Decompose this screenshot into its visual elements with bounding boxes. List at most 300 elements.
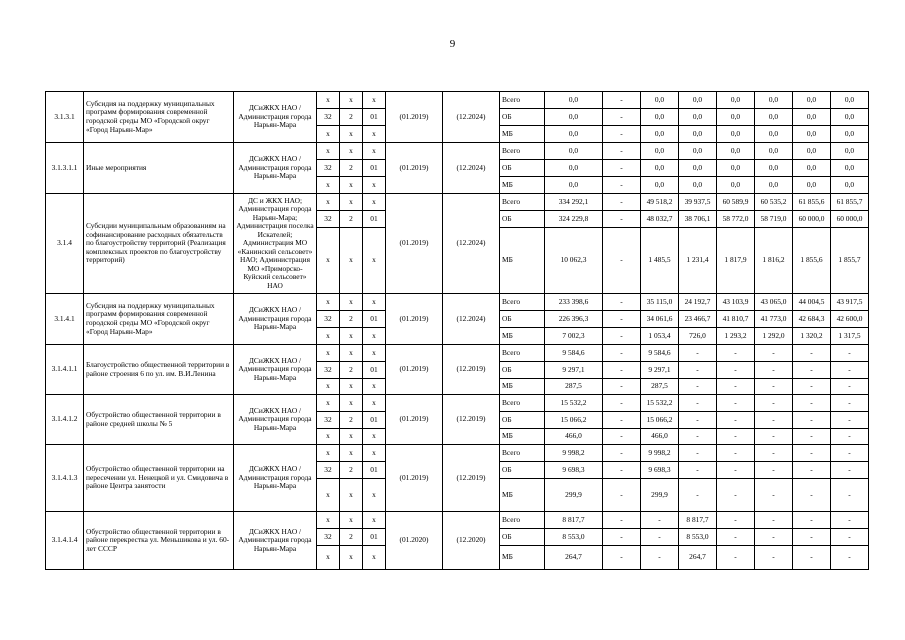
year-amount-2024: - <box>793 429 831 445</box>
year-amount-2024: - <box>793 512 831 529</box>
section-code: х <box>317 177 340 194</box>
year-amount-2021: 39 937,5 <box>679 194 717 211</box>
item-number: 3.1.3.1 <box>46 92 84 143</box>
funding-source: Всего <box>500 345 545 362</box>
end-date: (12.2024) <box>443 194 500 294</box>
subsection-code: 2 <box>340 211 363 228</box>
year-amount-2019: - <box>603 228 641 294</box>
year-amount-2020: 287,5 <box>641 379 679 395</box>
total-amount: 0,0 <box>545 92 603 109</box>
table-row <box>46 512 905 529</box>
item-code: 01 <box>363 362 386 379</box>
year-amount-2023: - <box>755 512 793 529</box>
section-code: х <box>317 379 340 395</box>
total-amount: 233 398,6 <box>545 294 603 311</box>
item-code: 01 <box>363 109 386 126</box>
item-code: х <box>363 479 386 512</box>
year-amount-2023: 1 816,2 <box>755 228 793 294</box>
item-code: х <box>363 429 386 445</box>
year-amount-2019: - <box>603 328 641 345</box>
subsection-code: х <box>340 328 363 345</box>
subsection-code: х <box>340 445 363 462</box>
year-amount-2020: 466,0 <box>641 429 679 445</box>
item-code: 01 <box>363 311 386 328</box>
year-amount-2022: 43 103,9 <box>717 294 755 311</box>
year-amount-2021: 0,0 <box>679 143 717 160</box>
year-amount-2025: 0,0 <box>831 160 869 177</box>
table-row <box>46 194 905 211</box>
year-amount-2022: - <box>717 429 755 445</box>
subsection-code: х <box>340 143 363 160</box>
total-amount: 287,5 <box>545 379 603 395</box>
year-amount-2021: - <box>679 429 717 445</box>
item-code: х <box>363 445 386 462</box>
year-amount-2020: 35 115,0 <box>641 294 679 311</box>
year-amount-2025: - <box>831 479 869 512</box>
year-amount-2022: 60 589,9 <box>717 194 755 211</box>
funding-source: МБ <box>500 328 545 345</box>
year-amount-2025: 1 855,7 <box>831 228 869 294</box>
start-date: (01.2019) <box>386 294 443 345</box>
year-amount-2024: 61 855,6 <box>793 194 831 211</box>
subsection-code: 2 <box>340 311 363 328</box>
funding-source: ОБ <box>500 211 545 228</box>
item-name: Субсидия на поддержку муниципальных программ формирования современной городской среды МО «Городской округ «Город Нарьян-Мар» <box>84 294 234 345</box>
item-code: х <box>363 345 386 362</box>
item-code: х <box>363 395 386 412</box>
year-amount-2025: - <box>831 345 869 362</box>
executor: ДСиЖКХ НАО / Администрация города Нарьян-Мара <box>234 445 317 512</box>
year-amount-2019: - <box>603 194 641 211</box>
year-amount-2019: - <box>603 412 641 429</box>
subsection-code: х <box>340 228 363 294</box>
item-code: х <box>363 546 386 570</box>
year-amount-2025: - <box>831 429 869 445</box>
end-date: (12.2024) <box>443 143 500 194</box>
funding-source: Всего <box>500 395 545 412</box>
item-code: 01 <box>363 462 386 479</box>
year-amount-2020: 299,9 <box>641 479 679 512</box>
start-date: (01.2019) <box>386 395 443 445</box>
year-amount-2020: 0,0 <box>641 92 679 109</box>
year-amount-2021: - <box>679 362 717 379</box>
table-body <box>46 92 905 570</box>
year-amount-2019: - <box>603 445 641 462</box>
year-amount-2025: - <box>831 529 869 546</box>
item-name: Обустройство общественной территории в районе перекрестка ул. Меньшикова и ул. 60-лет СССР <box>84 512 234 570</box>
year-amount-2021: - <box>679 462 717 479</box>
section-code: 32 <box>317 462 340 479</box>
subsection-code: 2 <box>340 529 363 546</box>
total-amount: 334 292,1 <box>545 194 603 211</box>
table-row <box>46 92 905 109</box>
total-amount: 0,0 <box>545 177 603 194</box>
item-code: х <box>363 126 386 143</box>
subsection-code: 2 <box>340 462 363 479</box>
year-amount-2020: 0,0 <box>641 160 679 177</box>
executor: ДСиЖКХ НАО / Администрация города Нарьян-Мара <box>234 143 317 194</box>
funding-source: ОБ <box>500 311 545 328</box>
total-amount: 0,0 <box>545 143 603 160</box>
year-amount-2024: - <box>793 379 831 395</box>
year-amount-2023: 43 065,0 <box>755 294 793 311</box>
item-number: 3.1.4.1.1 <box>46 345 84 395</box>
year-amount-2024: - <box>793 345 831 362</box>
item-name: Обустройство общественной территории в районе средней школы № 5 <box>84 395 234 445</box>
year-amount-2022: - <box>717 345 755 362</box>
year-amount-2020: 15 066,2 <box>641 412 679 429</box>
executor: ДС и ЖКХ НАО; Администрация города Нарьян-Мара; Администрация поселка Искателей; Администрация МО «Канинский сельсовет» НАО; Администрация МО «Приморско-Куйский сельсовет» НАО <box>234 194 317 294</box>
section-code: х <box>317 429 340 445</box>
year-amount-2020: - <box>641 512 679 529</box>
year-amount-2023: 0,0 <box>755 160 793 177</box>
year-amount-2022: 0,0 <box>717 126 755 143</box>
item-name: Обустройство общественной территории на пересечении ул. Ненецкой и ул. Смидовича в районе Центра занятости <box>84 445 234 512</box>
section-code: х <box>317 395 340 412</box>
year-amount-2025: 42 600,0 <box>831 311 869 328</box>
year-amount-2022: - <box>717 546 755 570</box>
year-amount-2024: 0,0 <box>793 126 831 143</box>
item-code: х <box>363 92 386 109</box>
year-amount-2024: 0,0 <box>793 177 831 194</box>
table-row <box>46 143 905 160</box>
year-amount-2019: - <box>603 311 641 328</box>
total-amount: 9 297,1 <box>545 362 603 379</box>
total-amount: 324 229,8 <box>545 211 603 228</box>
total-amount: 7 002,3 <box>545 328 603 345</box>
table-row <box>46 345 905 362</box>
year-amount-2021: - <box>679 395 717 412</box>
year-amount-2019: - <box>603 512 641 529</box>
subsection-code: х <box>340 512 363 529</box>
year-amount-2019: - <box>603 126 641 143</box>
year-amount-2019: - <box>603 529 641 546</box>
year-amount-2021: 0,0 <box>679 92 717 109</box>
year-amount-2022: - <box>717 362 755 379</box>
item-name: Субсидия на поддержку муниципальных программ формирования современной городской среды МО «Городской округ «Город Нарьян-Мар» <box>84 92 234 143</box>
end-date: (12.2019) <box>443 395 500 445</box>
item-name: Иные мероприятия <box>84 143 234 194</box>
section-code: х <box>317 479 340 512</box>
year-amount-2022: 0,0 <box>717 143 755 160</box>
year-amount-2023: 0,0 <box>755 177 793 194</box>
year-amount-2019: - <box>603 160 641 177</box>
item-name: Субсидии муниципальным образованиям на софинансирование расходных обязательств по благоустройству территорий (Реализация комплексных проектов по благоустройству территорий) <box>84 194 234 294</box>
year-amount-2022: 0,0 <box>717 92 755 109</box>
subsection-code: х <box>340 379 363 395</box>
year-amount-2019: - <box>603 92 641 109</box>
year-amount-2023: - <box>755 429 793 445</box>
item-code: х <box>363 379 386 395</box>
year-amount-2021: - <box>679 379 717 395</box>
funding-source: МБ <box>500 546 545 570</box>
executor: ДСиЖКХ НАО / Администрация города Нарьян-Мара <box>234 92 317 143</box>
table-row <box>46 294 905 311</box>
funding-source: МБ <box>500 228 545 294</box>
item-code: 01 <box>363 412 386 429</box>
section-code: х <box>317 445 340 462</box>
year-amount-2020: 1 485,5 <box>641 228 679 294</box>
year-amount-2024: - <box>793 362 831 379</box>
section-code: х <box>317 512 340 529</box>
subsection-code: 2 <box>340 109 363 126</box>
year-amount-2022: - <box>717 445 755 462</box>
start-date: (01.2019) <box>386 92 443 143</box>
year-amount-2020: 9 297,1 <box>641 362 679 379</box>
total-amount: 8 553,0 <box>545 529 603 546</box>
subsection-code: 2 <box>340 160 363 177</box>
year-amount-2024: 0,0 <box>793 92 831 109</box>
executor: ДСиЖКХ НАО / Администрация города Нарьян-Мара <box>234 512 317 570</box>
subsection-code: 2 <box>340 412 363 429</box>
year-amount-2025: - <box>831 395 869 412</box>
year-amount-2020: 9 998,2 <box>641 445 679 462</box>
executor: ДСиЖКХ НАО / Администрация города Нарьян-Мара <box>234 345 317 395</box>
subsection-code: х <box>340 177 363 194</box>
year-amount-2023: - <box>755 529 793 546</box>
year-amount-2023: 60 535,2 <box>755 194 793 211</box>
subsection-code: х <box>340 126 363 143</box>
year-amount-2022: - <box>717 479 755 512</box>
year-amount-2022: - <box>717 512 755 529</box>
page-number: 9 <box>449 38 456 50</box>
year-amount-2022: 0,0 <box>717 109 755 126</box>
year-amount-2019: - <box>603 462 641 479</box>
year-amount-2024: 42 684,3 <box>793 311 831 328</box>
year-amount-2025: 1 317,5 <box>831 328 869 345</box>
year-amount-2022: - <box>717 395 755 412</box>
section-code: 32 <box>317 109 340 126</box>
subsection-code: 2 <box>340 362 363 379</box>
total-amount: 264,7 <box>545 546 603 570</box>
total-amount: 8 817,7 <box>545 512 603 529</box>
year-amount-2019: - <box>603 395 641 412</box>
year-amount-2021: 726,0 <box>679 328 717 345</box>
funding-source: МБ <box>500 177 545 194</box>
funding-source: Всего <box>500 143 545 160</box>
total-amount: 299,9 <box>545 479 603 512</box>
subsection-code: х <box>340 546 363 570</box>
item-number: 3.1.3.1.1 <box>46 143 84 194</box>
year-amount-2020: 9 698,3 <box>641 462 679 479</box>
funding-source: ОБ <box>500 412 545 429</box>
item-number: 3.1.4 <box>46 194 84 294</box>
year-amount-2025: - <box>831 445 869 462</box>
year-amount-2022: 0,0 <box>717 160 755 177</box>
year-amount-2024: - <box>793 546 831 570</box>
year-amount-2024: - <box>793 529 831 546</box>
total-amount: 10 062,3 <box>545 228 603 294</box>
total-amount: 9 698,3 <box>545 462 603 479</box>
item-number: 3.1.4.1 <box>46 294 84 345</box>
year-amount-2023: 0,0 <box>755 143 793 160</box>
year-amount-2023: - <box>755 445 793 462</box>
total-amount: 15 066,2 <box>545 412 603 429</box>
funding-source: Всего <box>500 512 545 529</box>
year-amount-2021: 38 706,1 <box>679 211 717 228</box>
end-date: (12.2019) <box>443 445 500 512</box>
funding-source: МБ <box>500 126 545 143</box>
year-amount-2021: - <box>679 479 717 512</box>
section-code: х <box>317 546 340 570</box>
year-amount-2021: 264,7 <box>679 546 717 570</box>
year-amount-2024: - <box>793 445 831 462</box>
item-code: х <box>363 228 386 294</box>
year-amount-2023: - <box>755 395 793 412</box>
item-code: х <box>363 143 386 160</box>
year-amount-2024: 1 320,2 <box>793 328 831 345</box>
year-amount-2020: - <box>641 546 679 570</box>
year-amount-2020: 0,0 <box>641 109 679 126</box>
subsection-code: х <box>340 294 363 311</box>
item-code: х <box>363 294 386 311</box>
year-amount-2024: 60 000,0 <box>793 211 831 228</box>
item-code: 01 <box>363 211 386 228</box>
year-amount-2021: 23 466,7 <box>679 311 717 328</box>
budget-table <box>45 91 905 570</box>
year-amount-2024: - <box>793 462 831 479</box>
year-amount-2019: - <box>603 362 641 379</box>
section-code: х <box>317 228 340 294</box>
section-code: 32 <box>317 211 340 228</box>
item-code: х <box>363 328 386 345</box>
item-code: х <box>363 512 386 529</box>
table-row <box>46 395 905 412</box>
year-amount-2023: - <box>755 345 793 362</box>
year-amount-2020: 0,0 <box>641 143 679 160</box>
year-amount-2022: 0,0 <box>717 177 755 194</box>
section-code: х <box>317 345 340 362</box>
year-amount-2019: - <box>603 177 641 194</box>
table-row <box>46 445 905 462</box>
section-code: 32 <box>317 160 340 177</box>
year-amount-2023: - <box>755 379 793 395</box>
year-amount-2025: 60 000,0 <box>831 211 869 228</box>
total-amount: 15 532,2 <box>545 395 603 412</box>
funding-source: МБ <box>500 379 545 395</box>
total-amount: 9 584,6 <box>545 345 603 362</box>
section-code: 32 <box>317 529 340 546</box>
year-amount-2020: 0,0 <box>641 177 679 194</box>
year-amount-2021: 24 192,7 <box>679 294 717 311</box>
total-amount: 0,0 <box>545 160 603 177</box>
year-amount-2020: 49 518,2 <box>641 194 679 211</box>
year-amount-2025: - <box>831 379 869 395</box>
executor: ДСиЖКХ НАО / Администрация города Нарьян-Мара <box>234 294 317 345</box>
year-amount-2025: 43 917,5 <box>831 294 869 311</box>
funding-source: Всего <box>500 194 545 211</box>
year-amount-2020: 9 584,6 <box>641 345 679 362</box>
subsection-code: х <box>340 92 363 109</box>
year-amount-2022: - <box>717 462 755 479</box>
year-amount-2019: - <box>603 294 641 311</box>
funding-source: ОБ <box>500 529 545 546</box>
year-amount-2025: - <box>831 412 869 429</box>
total-amount: 0,0 <box>545 109 603 126</box>
section-code: х <box>317 294 340 311</box>
year-amount-2022: - <box>717 379 755 395</box>
start-date: (01.2019) <box>386 194 443 294</box>
end-date: (12.2020) <box>443 512 500 570</box>
funding-source: Всего <box>500 92 545 109</box>
subsection-code: х <box>340 479 363 512</box>
subsection-code: х <box>340 345 363 362</box>
funding-source: МБ <box>500 429 545 445</box>
start-date: (01.2019) <box>386 345 443 395</box>
year-amount-2024: 44 004,5 <box>793 294 831 311</box>
year-amount-2020: 1 053,4 <box>641 328 679 345</box>
year-amount-2023: 41 773,0 <box>755 311 793 328</box>
subsection-code: х <box>340 194 363 211</box>
section-code: 32 <box>317 362 340 379</box>
year-amount-2024: - <box>793 412 831 429</box>
year-amount-2025: - <box>831 512 869 529</box>
year-amount-2025: 0,0 <box>831 92 869 109</box>
year-amount-2019: - <box>603 479 641 512</box>
section-code: х <box>317 328 340 345</box>
year-amount-2021: 1 231,4 <box>679 228 717 294</box>
subsection-code: х <box>340 395 363 412</box>
year-amount-2023: 1 292,0 <box>755 328 793 345</box>
year-amount-2023: 0,0 <box>755 109 793 126</box>
year-amount-2019: - <box>603 109 641 126</box>
year-amount-2021: 8 553,0 <box>679 529 717 546</box>
item-code: 01 <box>363 160 386 177</box>
year-amount-2021: - <box>679 445 717 462</box>
year-amount-2025: - <box>831 362 869 379</box>
year-amount-2025: 0,0 <box>831 143 869 160</box>
subsection-code: х <box>340 429 363 445</box>
year-amount-2023: - <box>755 479 793 512</box>
year-amount-2025: 0,0 <box>831 177 869 194</box>
year-amount-2022: 41 810,7 <box>717 311 755 328</box>
year-amount-2019: - <box>603 211 641 228</box>
section-code: х <box>317 143 340 160</box>
total-amount: 226 396,3 <box>545 311 603 328</box>
section-code: х <box>317 194 340 211</box>
item-number: 3.1.4.1.4 <box>46 512 84 570</box>
start-date: (01.2019) <box>386 143 443 194</box>
year-amount-2019: - <box>603 546 641 570</box>
year-amount-2021: 0,0 <box>679 126 717 143</box>
total-amount: 0,0 <box>545 126 603 143</box>
year-amount-2025: - <box>831 462 869 479</box>
funding-source: ОБ <box>500 160 545 177</box>
funding-source: ОБ <box>500 109 545 126</box>
item-number: 3.1.4.1.3 <box>46 445 84 512</box>
start-date: (01.2020) <box>386 512 443 570</box>
year-amount-2024: - <box>793 395 831 412</box>
end-date: (12.2019) <box>443 345 500 395</box>
funding-source: Всего <box>500 294 545 311</box>
year-amount-2020: - <box>641 529 679 546</box>
end-date: (12.2024) <box>443 92 500 143</box>
year-amount-2021: 0,0 <box>679 160 717 177</box>
year-amount-2019: - <box>603 345 641 362</box>
end-date: (12.2024) <box>443 294 500 345</box>
year-amount-2024: 0,0 <box>793 109 831 126</box>
executor: ДСиЖКХ НАО / Администрация города Нарьян-Мара <box>234 395 317 445</box>
year-amount-2023: 0,0 <box>755 92 793 109</box>
year-amount-2019: - <box>603 143 641 160</box>
total-amount: 9 998,2 <box>545 445 603 462</box>
year-amount-2024: - <box>793 479 831 512</box>
year-amount-2022: 1 817,9 <box>717 228 755 294</box>
year-amount-2023: - <box>755 462 793 479</box>
item-code: х <box>363 177 386 194</box>
year-amount-2024: 0,0 <box>793 160 831 177</box>
year-amount-2020: 0,0 <box>641 126 679 143</box>
